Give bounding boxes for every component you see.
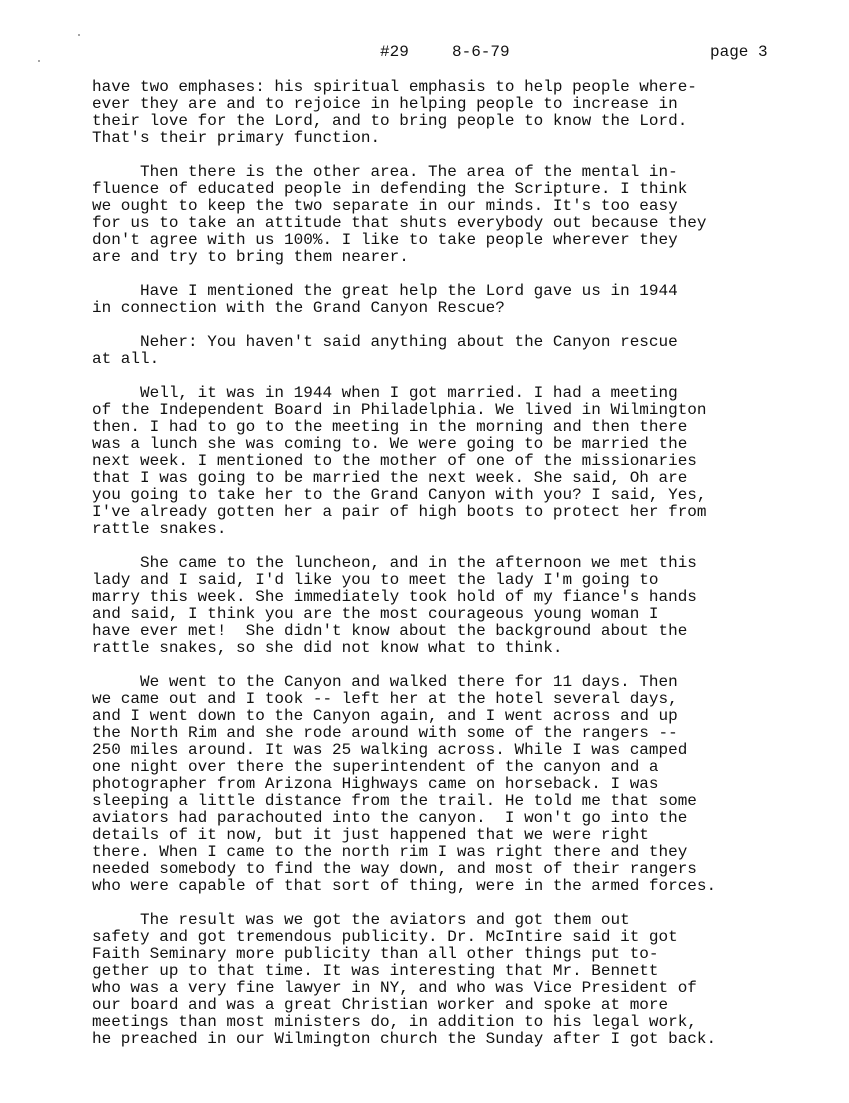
paragraph bbox=[92, 79, 782, 147]
text-line: next week. I mentioned to the mother of one of the missionaries bbox=[92, 452, 697, 470]
text-line: safety and got tremendous publicity. Dr. McIntire said it got bbox=[92, 928, 678, 946]
paragraph bbox=[92, 283, 782, 317]
text-line: meetings than most ministers do, in addition to his legal work, bbox=[92, 1013, 697, 1031]
text-line: sleeping a little distance from the trail. He told me that some bbox=[92, 792, 697, 810]
text-line: marry this week. She immediately took hold of my fiance's hands bbox=[92, 588, 697, 606]
text-line: aviators had parachouted into the canyon. I won't go into the bbox=[92, 809, 688, 827]
text-line: The result was we got the aviators and got them out bbox=[92, 911, 630, 929]
page-number: page 3 bbox=[710, 43, 768, 61]
paragraph bbox=[92, 385, 782, 538]
text-line: we ought to keep the two separate in our minds. It's too easy bbox=[92, 197, 678, 215]
text-line: Faith Seminary more publicity than all other things put to- bbox=[92, 945, 659, 963]
text-line: and said, I think you are the most courageous young woman I bbox=[92, 605, 659, 623]
text-line: then. I had to go to the meeting in the morning and then there bbox=[92, 418, 688, 436]
text-line: Then there is the other area. The area of the mental in- bbox=[92, 163, 678, 181]
text-line: She came to the luncheon, and in the afternoon we met this bbox=[92, 554, 697, 572]
text-line: fluence of educated people in defending the Scripture. I think bbox=[92, 180, 688, 198]
text-line: of the Independent Board in Philadelphia. We lived in Wilmington bbox=[92, 401, 707, 419]
text-line: he preached in our Wilmington church the Sunday after I got back. bbox=[92, 1030, 717, 1048]
paragraph bbox=[92, 555, 782, 657]
text-line: gether up to that time. It was interesting that Mr. Bennett bbox=[92, 962, 659, 980]
page-header bbox=[0, 43, 849, 65]
paragraph bbox=[92, 912, 782, 1048]
body-text bbox=[92, 79, 782, 1065]
text-line: that I was going to be married the next week. She said, Oh are bbox=[92, 469, 688, 487]
text-line: I've already gotten her a pair of high boots to protect her from bbox=[92, 503, 707, 521]
text-line: one night over there the superintendent of the canyon and a bbox=[92, 758, 659, 776]
text-line: lady and I said, I'd like you to meet the lady I'm going to bbox=[92, 571, 659, 589]
text-line: you going to take her to the Grand Canyon with you? I said, Yes, bbox=[92, 486, 707, 504]
text-line: 250 miles around. It was 25 walking across. While I was camped bbox=[92, 741, 688, 759]
text-line: for us to take an attitude that shuts everybody out because they bbox=[92, 214, 707, 232]
text-line: That's their primary function. bbox=[92, 129, 381, 147]
text-line: have ever met! She didn't know about the background about the bbox=[92, 622, 688, 640]
text-line: who were capable of that sort of thing, were in the armed forces. bbox=[92, 877, 717, 895]
text-line: ever they are and to rejoice in helping people to increase in bbox=[92, 95, 678, 113]
document-number: #29 bbox=[380, 43, 409, 61]
text-line: needed somebody to find the way down, and most of their rangers bbox=[92, 860, 697, 878]
text-line: in connection with the Grand Canyon Rescue? bbox=[92, 299, 505, 317]
paragraph bbox=[92, 164, 782, 266]
text-line: are and try to bring them nearer. bbox=[92, 248, 409, 266]
text-line: Neher: You haven't said anything about the Canyon rescue bbox=[92, 333, 678, 351]
text-line: at all. bbox=[92, 350, 160, 368]
document-date: 8-6-79 bbox=[452, 43, 510, 61]
text-line: their love for the Lord, and to bring people to know the Lord. bbox=[92, 112, 688, 130]
paragraph bbox=[92, 674, 782, 895]
text-line: and I went down to the Canyon again, and I went across and up bbox=[92, 707, 678, 725]
paragraph bbox=[92, 334, 782, 368]
text-line: our board and was a great Christian worker and spoke at more bbox=[92, 996, 669, 1014]
text-line: who was a very fine lawyer in NY, and who was Vice President of bbox=[92, 979, 697, 997]
text-line: don't agree with us 100%. I like to take people wherever they bbox=[92, 231, 678, 249]
scan-speck bbox=[38, 60, 40, 62]
text-line: have two emphases: his spiritual emphasis to help people where- bbox=[92, 78, 697, 96]
text-line: was a lunch she was coming to. We were going to be married the bbox=[92, 435, 688, 453]
text-line: there. When I came to the north rim I was right there and they bbox=[92, 843, 688, 861]
text-line: details of it now, but it just happened that we were right bbox=[92, 826, 649, 844]
text-line: rattle snakes, so she did not know what to think. bbox=[92, 639, 563, 657]
text-line: photographer from Arizona Highways came on horseback. I was bbox=[92, 775, 659, 793]
text-line: We went to the Canyon and walked there for 11 days. Then bbox=[92, 673, 678, 691]
text-line: Have I mentioned the great help the Lord gave us in 1944 bbox=[92, 282, 678, 300]
text-line: Well, it was in 1944 when I got married. I had a meeting bbox=[92, 384, 678, 402]
text-line: we came out and I took -- left her at the hotel several days, bbox=[92, 690, 678, 708]
text-line: the North Rim and she rode around with some of the rangers -- bbox=[92, 724, 678, 742]
text-line: rattle snakes. bbox=[92, 520, 227, 538]
scan-speck bbox=[78, 34, 80, 36]
